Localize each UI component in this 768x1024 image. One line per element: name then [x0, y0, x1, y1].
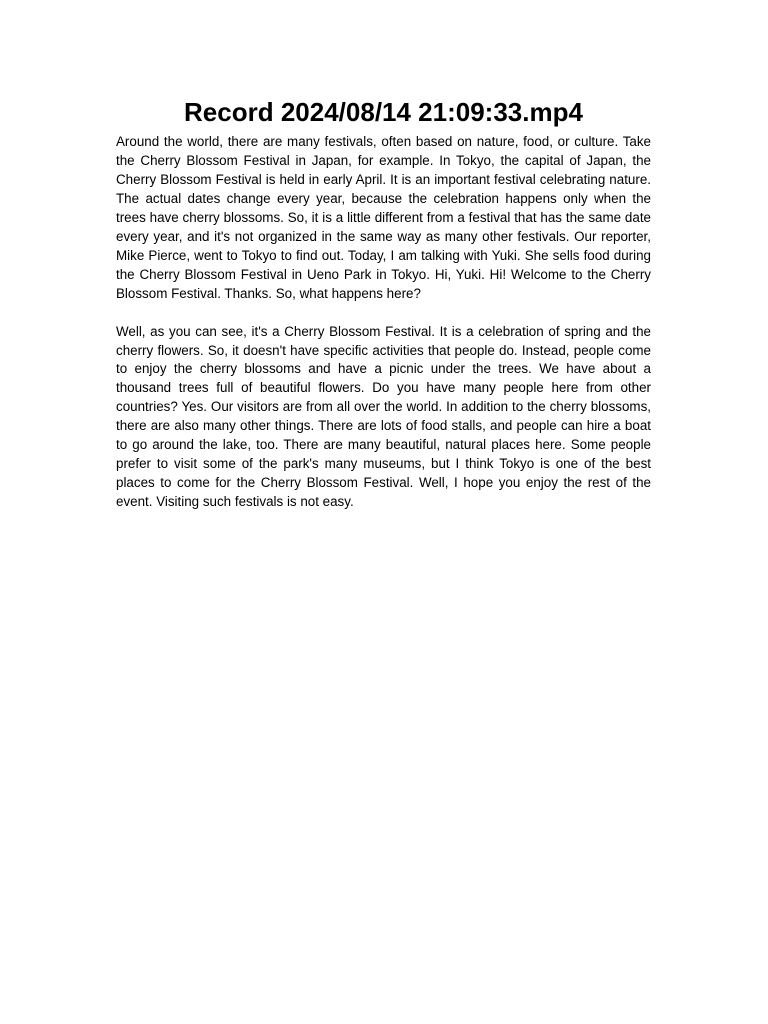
transcript-paragraph-1: Around the world, there are many festivals, often based on nature, food, or culture. Take the Cherry Blossom Festival in Japan, for example. In Tokyo, the capital of Japan, the Cherry Blossom Festival is held in early April. It is an important festival celebrating nature. The actual dates change every year, because the celebration happens only when the trees have cherry blossoms. So, it is a little different from a festival that has the same date every year, and it's not organized in the same way as many other festivals. Our reporter, Mike Pierce, went to Tokyo to find out. Today, I am talking with Yuki. She sells food during the Cherry Blossom Festival in Ueno Park in Tokyo. Hi, Yuki. Hi! Welcome to the Cherry Blossom Festival. Thanks. So, what happens here? — [116, 134, 651, 301]
document-title: Record 2024/08/14 21:09:33.mp4 — [184, 97, 583, 127]
document-page — [116, 95, 651, 512]
transcript-paragraph-2: Well, as you can see, it's a Cherry Blossom Festival. It is a celebration of spring and the cherry flowers. So, it doesn't have specific activities that people do. Instead, people come to enjoy the cherry blossoms and have a picnic under the trees. We have about a thousand trees full of beautiful flowers. Do you have many people here from other countries? Yes. Our visitors are from all over the world. In addition to the cherry blossoms, there are also many other things. There are lots of food stalls, and people can hire a boat to go around the lake, too. There are many beautiful, natural places here. Some people prefer to visit some of the park's many museums, but I think Tokyo is one of the best places to come for the Cherry Blossom Festival. Well, I hope you enjoy the rest of the event. Visiting such festivals is not easy. — [116, 323, 651, 510]
